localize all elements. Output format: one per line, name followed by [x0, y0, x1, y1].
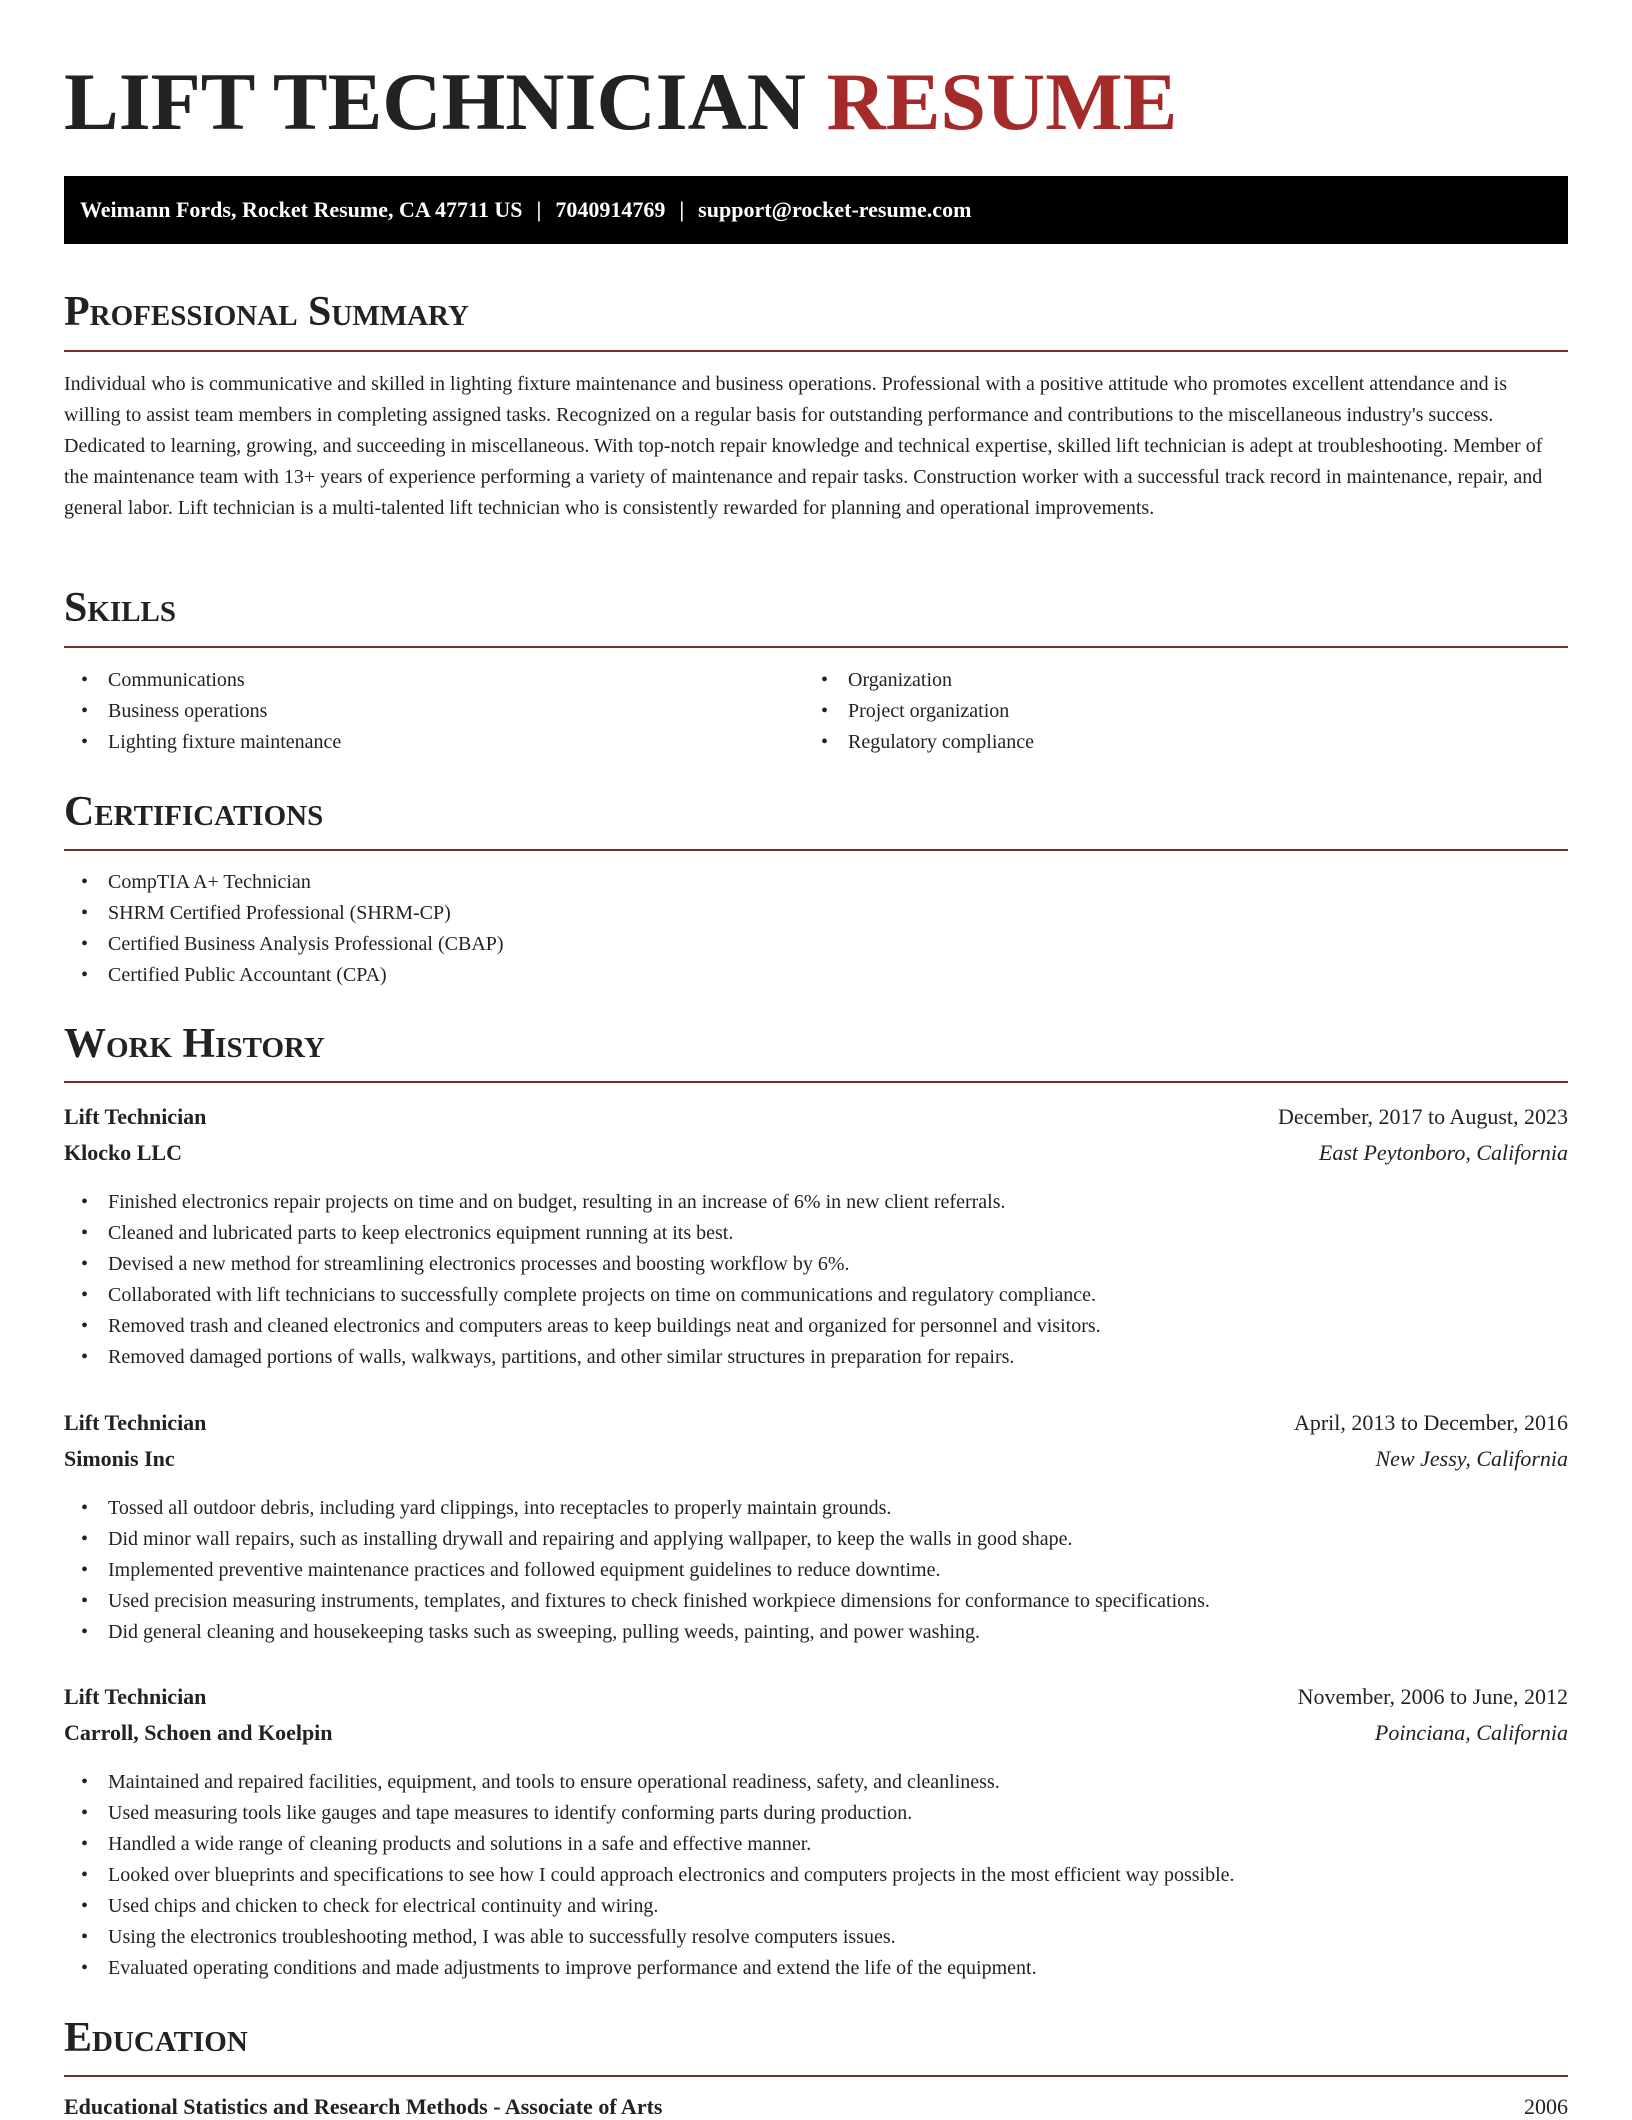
contact-separator: | — [536, 197, 542, 222]
job-duty-item: • Devised a new method for streamlining electronics processes and boosting workflow by 6%. — [108, 1249, 1101, 1280]
job-duty-item: • Implemented preventive maintenance practices and followed equipment guidelines to reduce downtime. — [108, 1555, 1210, 1586]
certification-item: • SHRM Certified Professional (SHRM-CP) — [108, 898, 504, 929]
summary-heading: Professional Summary — [64, 289, 469, 335]
contact-bar — [64, 176, 1568, 244]
skill-item: • Lighting fixture maintenance — [108, 727, 341, 758]
skill-item: • Regulatory compliance — [848, 727, 1034, 758]
job-role: Lift Technician — [64, 1410, 207, 1435]
job-duty-item: • Used precision measuring instruments, templates, and fixtures to check finished workpiece dimensions for conformance to specifications. — [108, 1586, 1210, 1617]
job-location: East Peytonboro, California — [1318, 1140, 1568, 1165]
contact-phone[interactable]: 7040914769 — [555, 197, 666, 222]
title-main: LIFT TECHNICIAN — [64, 56, 807, 147]
job-duty-item: • Using the electronics troubleshooting method, I was able to successfully resolve computers issues. — [108, 1922, 1235, 1953]
job-duty-item: • Used measuring tools like gauges and tape measures to identify conforming parts during production. — [108, 1798, 1235, 1829]
job-company: Klocko LLC — [64, 1140, 182, 1165]
job-duty-item: • Removed damaged portions of walls, walkways, partitions, and other similar structures in preparation for repairs. — [108, 1342, 1101, 1373]
certification-item: • Certified Business Analysis Professional (CBAP) — [108, 929, 504, 960]
job-duty-item: • Tossed all outdoor debris, including yard clippings, into receptacles to properly maintain grounds. — [108, 1493, 1210, 1524]
job-duty-item: • Evaluated operating conditions and made adjustments to improve performance and extend the life of the equipment. — [108, 1953, 1235, 1984]
job-role: Lift Technician — [64, 1104, 207, 1129]
job-duties-list — [64, 1767, 1235, 1984]
job-location: Poinciana, California — [1374, 1720, 1568, 1745]
skill-item: • Business operations — [108, 696, 341, 727]
skill-item: • Project organization — [848, 696, 1034, 727]
job-duty-item: • Did minor wall repairs, such as installing drywall and repairing and applying wallpaper, to keep the walls in good shape. — [108, 1524, 1210, 1555]
work-history-heading: Work History — [64, 1021, 325, 1067]
section-divider — [64, 350, 1568, 352]
education-year: 2006 — [1524, 2094, 1568, 2119]
section-divider — [64, 849, 1568, 851]
skill-item: • Communications — [108, 665, 341, 696]
skills-list-left — [64, 665, 341, 758]
job-dates: April, 2013 to December, 2016 — [1293, 1410, 1568, 1435]
section-divider — [64, 1081, 1568, 1083]
skills-list-right — [804, 665, 1034, 758]
job-duty-item: • Collaborated with lift technicians to successfully complete projects on time on communications and regulatory compliance. — [108, 1280, 1101, 1311]
section-divider — [64, 646, 1568, 648]
contact-email[interactable]: support@rocket-resume.com — [698, 197, 972, 222]
job-company: Simonis Inc — [64, 1446, 175, 1471]
contact-address: Weimann Fords, Rocket Resume, CA 47711 US — [80, 197, 523, 222]
job-dates: November, 2006 to June, 2012 — [1297, 1684, 1568, 1709]
job-duty-item: • Cleaned and lubricated parts to keep electronics equipment running at its best. — [108, 1218, 1101, 1249]
job-company: Carroll, Schoen and Koelpin — [64, 1720, 333, 1745]
title-accent: RESUME — [826, 56, 1178, 147]
job-duties-list — [64, 1187, 1101, 1373]
job-dates: December, 2017 to August, 2023 — [1278, 1104, 1568, 1129]
job-role: Lift Technician — [64, 1684, 207, 1709]
certifications-list — [64, 867, 504, 991]
education-heading: Education — [64, 2015, 248, 2061]
job-duty-item: • Maintained and repaired facilities, equipment, and tools to ensure operational readiness, safety, and cleanliness. — [108, 1767, 1235, 1798]
job-duty-item: • Finished electronics repair projects on time and on budget, resulting in an increase of 6% in new client referrals. — [108, 1187, 1101, 1218]
skill-item: • Organization — [848, 665, 1034, 696]
education-degree: Educational Statistics and Research Methods - Associate of Arts — [64, 2094, 663, 2119]
resume-title — [64, 52, 1177, 152]
job-duties-list — [64, 1493, 1210, 1648]
job-duty-item: • Handled a wide range of cleaning products and solutions in a safe and effective manner. — [108, 1829, 1235, 1860]
job-duty-item: • Did general cleaning and housekeeping tasks such as sweeping, pulling weeds, painting, and power washing. — [108, 1617, 1210, 1648]
contact-separator: | — [679, 197, 685, 222]
job-duty-item: • Removed trash and cleaned electronics and computers areas to keep buildings neat and organized for personnel and visitors. — [108, 1311, 1101, 1342]
skills-heading: Skills — [64, 585, 177, 631]
certifications-heading: Certifications — [64, 789, 324, 835]
job-location: New Jessy, California — [1375, 1446, 1568, 1471]
summary-text: Individual who is communicative and skilled in lighting fixture maintenance and business operations. Professional with a positive attitude who promotes excellent attendance and is willing to assist team members in completing assigned tasks. Recognized on a regular basis for outstanding performance and contributions to the miscellaneous industry's success. Dedicated to learning, growing, and succeeding in miscellaneous. With top-notch repair knowledge and technical expertise, skilled lift technician is adept at troubleshooting. Member of the maintenance team with 13+ years of experience performing a variety of maintenance and repair tasks. Construction worker with a successful track record in maintenance, repair, and general labor. Lift technician is a multi-talented lift technician who is consistently rewarded for planning and operational improvements. — [64, 373, 1543, 519]
job-duty-item: • Looked over blueprints and specifications to see how I could approach electronics and computers projects in the most efficient way possible. — [108, 1860, 1235, 1891]
section-divider — [64, 2075, 1568, 2077]
certification-item: • Certified Public Accountant (CPA) — [108, 960, 504, 991]
job-duty-item: • Used chips and chicken to check for electrical continuity and wiring. — [108, 1891, 1235, 1922]
certification-item: • CompTIA A+ Technician — [108, 867, 504, 898]
